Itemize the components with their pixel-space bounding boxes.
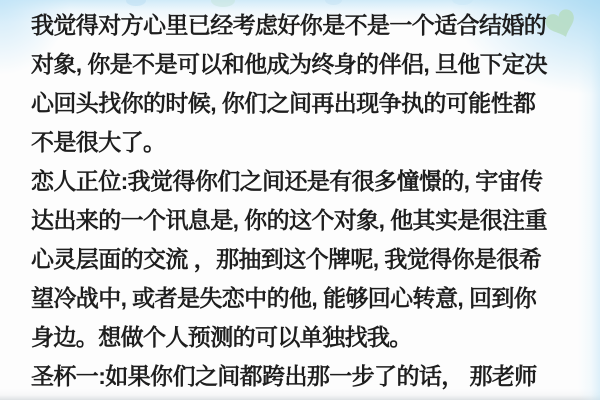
text-line: 对象, 你是不是可以和他成为终身的伴侣, 旦他下定决 <box>31 51 547 77</box>
text-line: 心灵层面的交流 ，那抽到这个牌呢, 我觉得你是很希 <box>31 246 542 272</box>
text-line: 达出来的一个讯息是, 你的这个对象, 他其实是很注重 <box>31 207 547 233</box>
text-line: 心回头找你的时候, 你们之间再出现争执的可能性都 <box>31 90 536 116</box>
body-text <box>31 0 576 396</box>
text-line: 身边。想做个人预测的可以单独找我。 <box>31 324 412 350</box>
text-line: 恋人正位:我觉得你们之间还是有很多憧憬的, 宇宙传 <box>31 168 543 194</box>
text-line: 望冷战中, 或者是失恋中的他, 能够回心转意, 回到你 <box>31 285 537 311</box>
text-line: 不是很大了。 <box>31 129 166 155</box>
text-line: 圣杯一:如果你们之间都跨出那一步了的话， 那老师 <box>31 363 537 389</box>
text-line: 我觉得对方心里已经考虑好你是不是一个适合结婚的 <box>31 12 547 38</box>
